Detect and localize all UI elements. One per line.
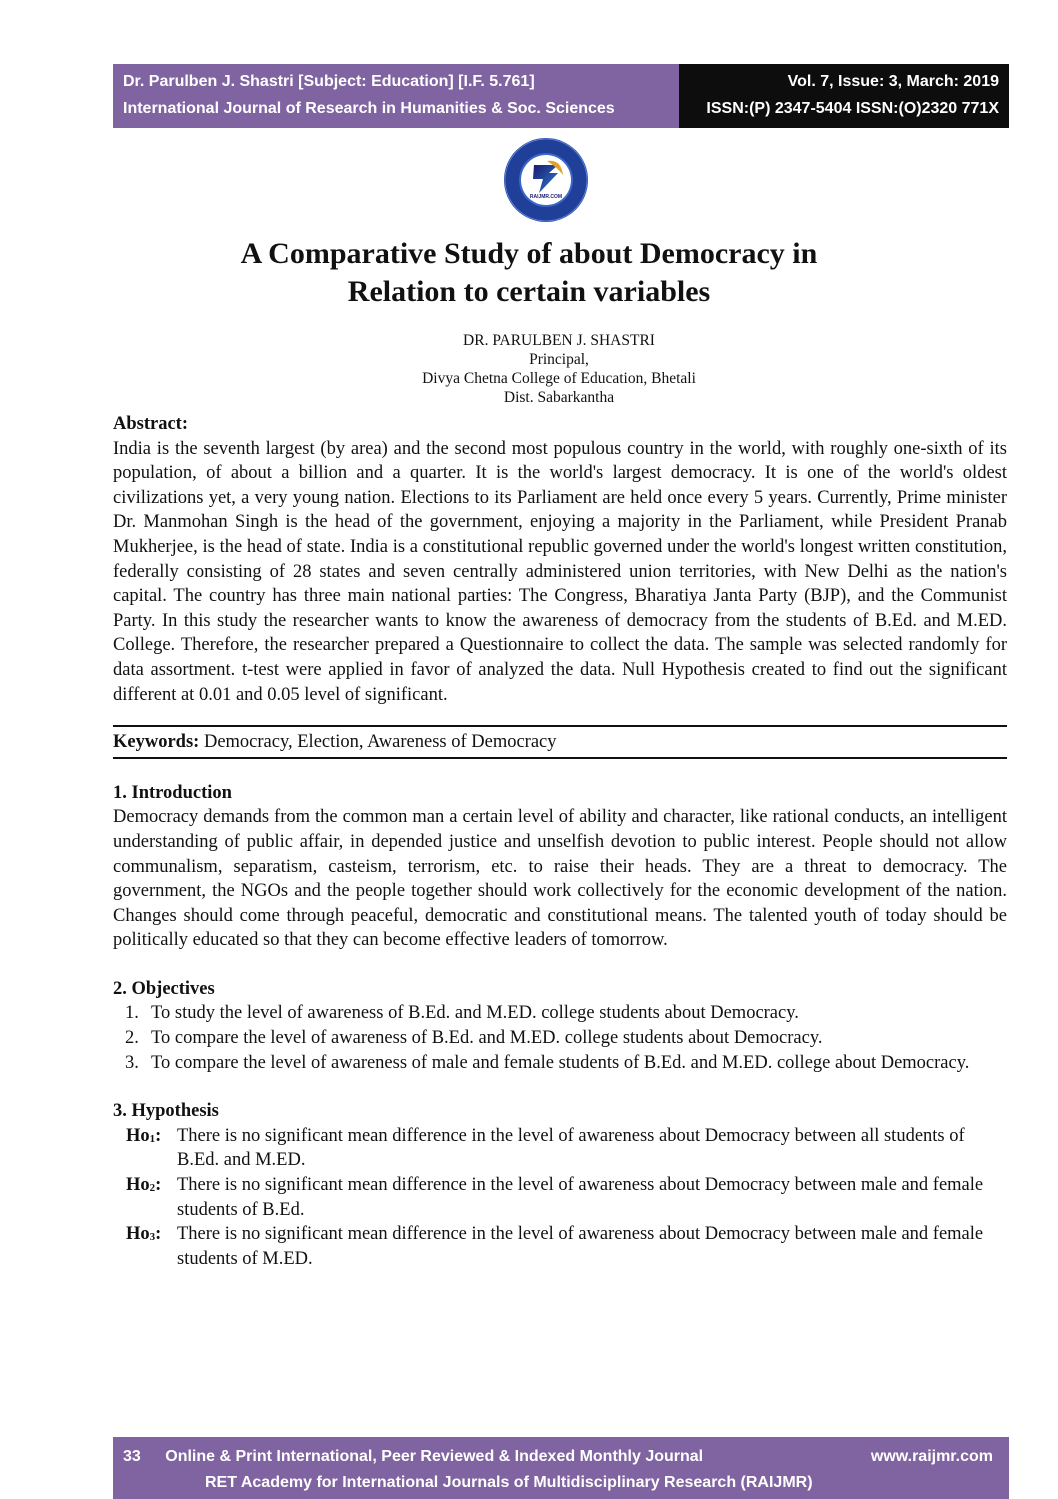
introduction-text: Democracy demands from the common man a certain level of ability and character, like rational conducts, an intelligent understanding of public affair, in depended justice and unselfish devotion to public interest. People should not allow communalism, separatism, casteism, terrorism, etc. to raise their heads. They are a threat to democracy. The government, the NGOs and the people together should work collectively for the economic development of the nation. Changes should come through peaceful, democratic and constitutional means. The talented youth of today should be politically educated so that they can become effective leaders of tomorrow. [113,807,1007,951]
header-issn: ISSN:(P) 2347-5404 ISSN:(O)2320 771X [706,100,999,117]
journal-footer [113,1437,1009,1499]
hypothesis-text: There is no significant mean difference in the level of awareness about Democracy between male and female students of B.Ed. [177,1175,984,1220]
keywords-text: Democracy, Election, Awareness of Democracy [203,732,557,753]
header-journal-name: International Journal of Research in Humanities & Soc. Sciences [123,100,615,117]
hypothesis-item [113,1173,1007,1222]
objective-text: To compare the level of awareness of B.Ed. and M.ED. college students about Democracy. [151,1028,823,1049]
paper-title-line-1: A Comparative Study of about Democracy in [240,237,818,270]
hypothesis-code-sub: 3 [149,1231,156,1244]
keywords-label: Keywords: [113,732,200,753]
author-position: Principal, [529,351,589,368]
hypothesis-heading: 3. Hypothesis [113,1101,219,1122]
hypothesis-item [113,1124,1007,1173]
objective-item [113,1026,1007,1051]
logo-center-text: RAIJMR.COM [529,194,563,200]
author-district: Dist. Sabarkantha [503,389,615,406]
paper-title [0,235,1058,311]
paper-body [113,412,1007,1271]
hypothesis-code-sub: 1 [149,1132,156,1145]
keywords-bottom-rule [113,757,1007,759]
header-right-band [679,64,1009,128]
abstract-text: India is the seventh largest (by area) and the second most populous country in the world, with roughly one-sixth of its population, of about a billion and a quarter. It is the world's largest democracy. It is one of the world's oldest civilizations yet, a very young nation. Elections to its Parliament are held once every 5 years. Currently, Prime minister Dr. Manmohan Singh is the head of the government, enjoying a majority in the Parliament, while President Pranab Mukherjee, is the head of state. India is a constitutional republic governed under the world's longest written constitution, federally consisting of 28 states and seven centrally administered union territories, with New Delhi as the nation's capital. The country has three main national parties: The Congress, Bharatiya Janta Party (BJP), and the Communist Party. In this study the researcher wants to know the awareness of democracy from the students of B.Ed. and M.ED. College. Therefore, the researcher prepared a Questionnaire to collect the data. The sample was selected randomly for data assortment. t-test were applied in favor of analyzed the data. Null Hypothesis created to find out the significant different at 0.01 and 0.05 level of significant. [113,438,1007,705]
footer-journal-type: Online & Print International, Peer Reviewed & Indexed Monthly Journal [165,1448,704,1465]
author-name: DR. PARULBEN J. SHASTRI [463,332,655,349]
objectives-list [113,1001,1007,1075]
keywords-line [113,727,1007,757]
footer-website-link[interactable]: www.raijmr.com [870,1448,993,1465]
objective-number: 3. [125,1052,139,1073]
hypothesis-code: $Ho_1$: [126,1125,162,1146]
hypothesis-item [113,1222,1007,1271]
hypothesis-code-text: Ho [126,1224,150,1245]
raijmr-seal-logo [503,137,589,223]
objective-number: 1. [125,1003,139,1024]
paper-title-line-2: Relation to certain variables [347,275,711,308]
hypothesis-code-text: Ho [126,1125,150,1146]
hypothesis-code-sub: 2 [149,1182,156,1195]
author-institution: Divya Chetna College of Education, Bhetali [422,370,696,387]
hypothesis-code: $Ho_3$: [126,1224,162,1245]
objective-text: To compare the level of awareness of male and female students of B.Ed. and M.ED. college about Democracy. [151,1052,970,1073]
hypothesis-text: There is no significant mean difference in the level of awareness about Democracy between all students of B.Ed. and M.ED. [177,1125,965,1171]
hypothesis-text: There is no significant mean difference in the level of awareness about Democracy between male and female students of M.ED. [177,1224,984,1269]
introduction-heading: 1. Introduction [113,782,232,803]
footer-publisher: RET Academy for International Journals of Multidisciplinary Research (RAIJMR) [205,1474,813,1491]
objective-text: To study the level of awareness of B.Ed. and M.ED. college students about Democracy. [151,1003,799,1024]
objective-item [113,1051,1007,1076]
objective-item [113,1001,1007,1026]
header-volume-issue: Vol. 7, Issue: 3, March: 2019 [787,73,999,90]
journal-header [113,64,1009,128]
footer-line-1 [123,1448,703,1466]
hypothesis-code-text: Ho [126,1175,150,1196]
objectives-heading: 2. Objectives [113,978,215,999]
abstract-heading: Abstract: [113,414,189,434]
hypothesis-code: $Ho_2$: [126,1175,162,1196]
objective-number: 2. [125,1028,139,1049]
header-author-subject: Dr. Parulben J. Shastri [Subject: Education] [I.F. 5.761] [123,73,535,90]
page-number: 33 [123,1448,141,1465]
header-left-band [113,64,679,128]
author-affiliation [0,331,1058,407]
